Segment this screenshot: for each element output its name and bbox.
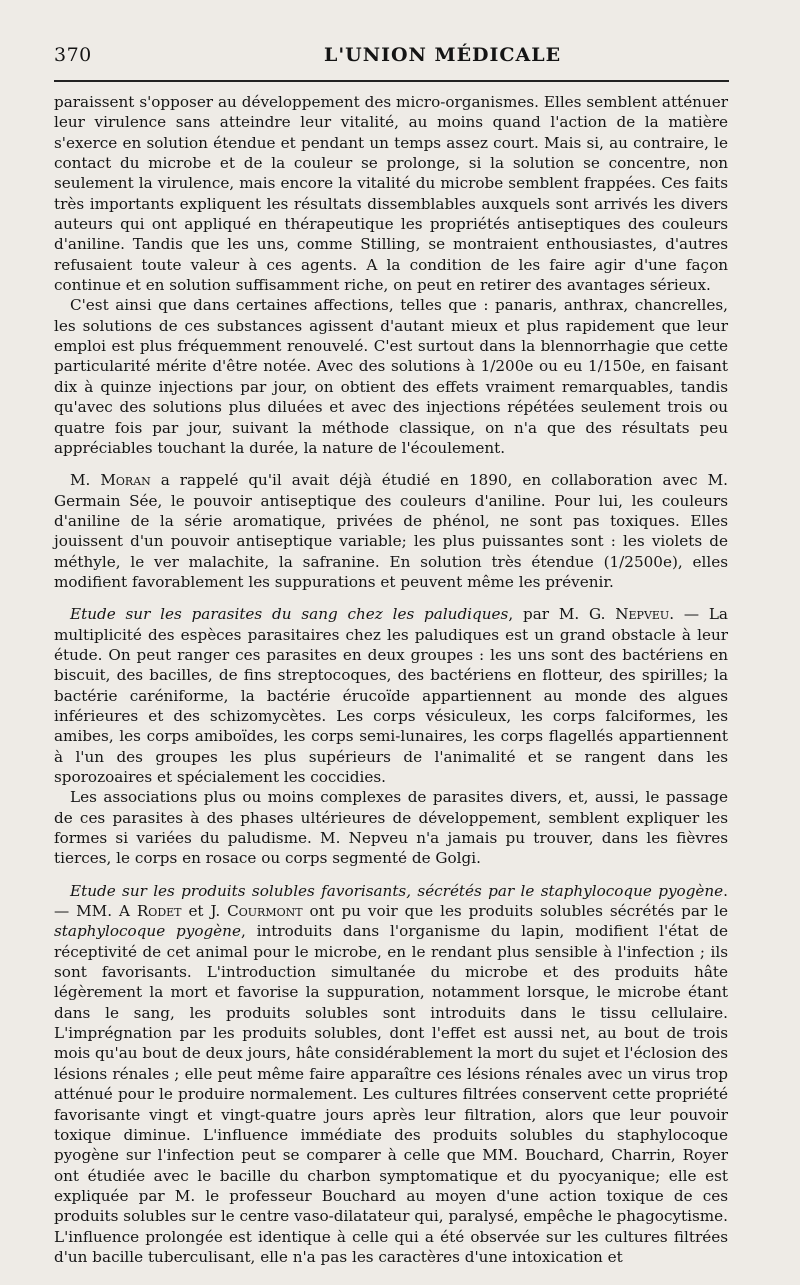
paragraph-text: , introduits dans l'organisme du lapin, modifient l'état de réceptivité de cet animal pour le microbe, en le rendant plus sensible à l'infection ; ils sont favorisants. L'introduction simultanée du microbe et des produits hâte légèrement la mort et favorise la suppuration, notamment lorsque, le microbe étant dans le sang, les produits solubles sont introduits dans le tissu cellulaire. L'imprégnation par les produits solubles, dont l'effet est aussi net, au bout de trois mois qu'au bout de deux jours, hâte considérablement la mort du sujet et l'éclosion des lésions rénales ; elle peut même faire apparaître ces lésions rénales avec un virus trop atténué pour le produire normalement. Les cultures filtrées conservent cette propriété favorisante vingt et vingt-quatre jours après leur filtration, alors que leur pouvoir toxique diminue. L'influence immédiate des produits solubles du staphylocoque pyogène sur l'infection peut se comparer à celle que MM. Bouchard, Charrin, Royer ont étudiée avec le bacille du charbon symptomatique et du pyocyanique; elle est expliquée par M. le professeur Bouchard au moyen d'une action toxique de ces produits solubles sur le centre vaso-dilatateur qui, paralysé, empêche le phagocytisme. L'influence prolongée est identique à celle qui a été observée sur les cultures filtrées d'un bacille tuberculisant, elle n'a pas les caractères d'une intoxication et [54, 922, 728, 1266]
header-rule [54, 80, 729, 82]
paragraph-text: , par M. G. [508, 605, 616, 624]
running-title: L'UNION MÉDICALE [324, 44, 562, 66]
author-name: Nepveu [615, 605, 670, 624]
section-title: Etude sur les produits solubles favorisants, sécrétés par le staphylocoque pyogène [70, 881, 724, 900]
paragraph [54, 604, 728, 787]
paragraph-lead: M. [70, 471, 101, 490]
paragraph-text: et J. [181, 902, 228, 921]
author-name: Courmont [227, 902, 303, 921]
paragraph [54, 470, 728, 592]
paragraph: C'est ainsi que dans certaines affections, telles que : panaris, anthrax, chancrelles, les solutions de ces substances agissent d'autant mieux et plus rapidement que leur emploi est plus fréquemment renouvelé. C'est surtout dans la blennorrhagie que cette particularité mérite d'être notée. Avec des solutions à 1/200e ou eu 1/150e, en faisant dix à quinze injections par jour, on obtient des effets vraiment remarquables, tandis qu'avec des solutions plus diluées et avec des injections répétées seulement trois ou quatre fois par jour, suivant la méthode classique, on n'a que des résultats peu appréciables touchant la durée, la nature de l'écoulement. [54, 296, 728, 457]
paragraph-text: . — MM. A [54, 881, 728, 921]
paragraph: paraissent s'opposer au développement des micro-organismes. Elles semblent atténuer leur virulence sans atteindre leur vitalité, au moins quand l'action de la matière s'exerce en solution étendue et pendant un temps assez court. Mais si, au contraire, le contact du microbe et de la couleur se prolonge, si la solution se concentre, non seulement la virulence, mais encore la vitalité du microbe semblent frappées. Ces faits très importants expliquent les résultats dissemblables auxquels sont arrivés les divers auteurs qui ont appliqué en thérapeutique les propriétés antiseptiques des couleurs d'aniline. Tandis que les uns, comme Stilling, se montraient enthousiastes, d'autres refusaient toute valeur à ces agents. A la condition de les faire agir d'une façon continue et en solution suffisamment riche, on peut en retirer des avantages sérieux. [54, 93, 728, 295]
paragraph: Les associations plus ou moins complexes de parasites divers, et, aussi, le passage de ces parasites à des phases ultérieures de développement, semblent expliquer les formes si variées du paludisme. M. Nepveu n'a jamais pu trouver, dans les fièvres tierces, le corps en rosace ou corps segmenté de Golgi. [54, 788, 728, 868]
page-number: 370 [54, 44, 92, 66]
author-name: Moran [100, 471, 151, 490]
paragraph-text: ont pu voir que les produits solubles sécrétés par le [302, 902, 728, 921]
paragraph-text: a rappelé qu'il avait déjà étudié en 1890, en collaboration avec M. Germain Sée, le pouvoir antiseptique des couleurs d'aniline. Pour lui, les couleurs d'aniline de la série aromatique, privées de phénol, ne sont pas toxiques. Elles jouissent d'un pouvoir antiseptique variable; les plus puissantes sont : les violets de méthyle, le ver malachite, la safranine. En solution très étendue (1/2500e), elles modifient favorablement les suppurations et peuvent même les prévenir. [54, 471, 728, 591]
page-header [54, 44, 750, 74]
paragraph-text: . — La multiplicité des espèces parasitaires chez les paludiques est un grand obstacle à leur étude. On peut ranger ces parasites en deux groupes : les uns sont des bactériens en biscuit, des bacilles, de fins streptocoques, des bactériens en flotteur, des spirilles; la bactérie caréniforme, la bactérie érucoïde appartiennent au monde des algues inférieures et des schizomycètes. Les corps vésiculeux, les corps falciformes, les amibes, les corps amiboïdes, les corps semi-lunaires, les corps flagellés appartiennent à l'un des groupes les plus supérieurs de l'animalité et se rangent dans les sporozoaires et spécialement les coccidies. [54, 605, 728, 786]
species-name: staphylocoque pyogène [54, 922, 241, 941]
paragraph [54, 881, 728, 1268]
author-name: Rodet [136, 902, 182, 921]
section-title: Etude sur les parasites du sang chez les paludiques [70, 605, 509, 624]
article-body [54, 92, 728, 1267]
